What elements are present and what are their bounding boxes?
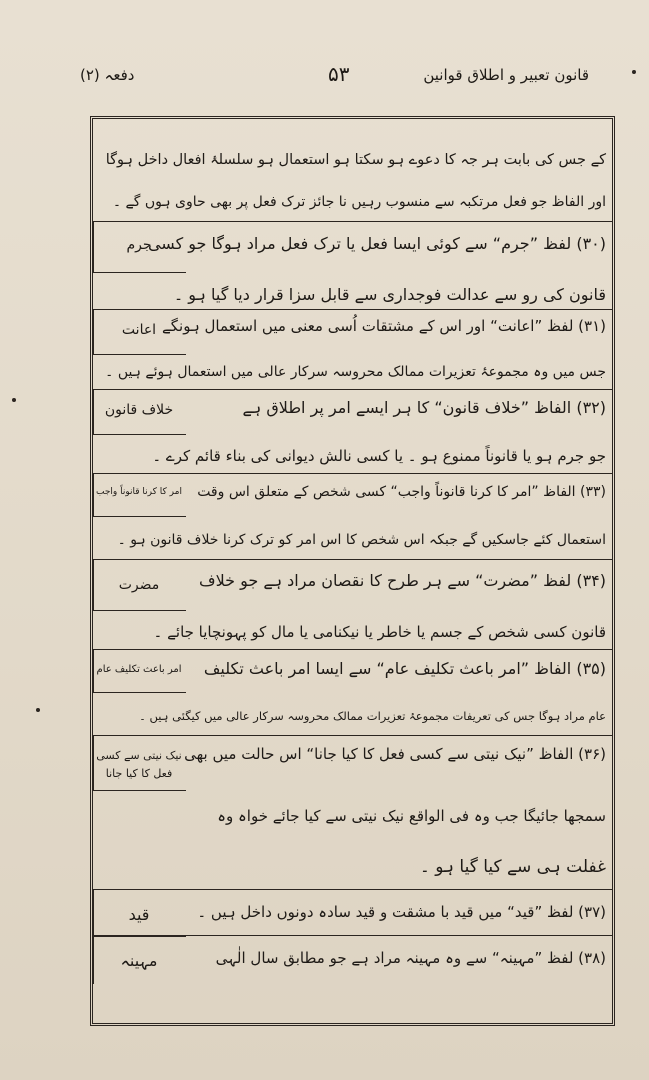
margin-dot [12,398,16,402]
clause-35: (۳۵) الفاظ ”امر باعث تکلیف عام“ سے ایسا امر باعث تکلیف [203,659,606,678]
clause-34: (۳۴) لفظ ”مضرت“ سے ہر طرح کا نقصان مراد ہے جو خلاف [198,571,606,590]
clause-36: (۳۶) الفاظ ”نیک نیتی سے کسی فعل کا کیا جانا“ اس حالت میں بھی [184,745,606,763]
term-maheena: مہینہ [120,951,158,970]
term-mazarrat: مضرت [118,577,160,593]
text-line: سمجھا جائیگا جب وہ فی الواقع نیک نیتی سے کیا جائے خواہ وہ [217,807,606,825]
text-line: قانون کسی شخص کے جسم یا خاطر یا نیکنامی یا مال کو پہونچایا جائے ۔ [153,623,606,641]
text-line: قانون کی رو سے عدالت فوجداری سے قابل سزا قرار دیا گیا ہو ۔ [173,285,606,304]
text-line: اور الفاظ جو فعل مرتکبہ سے منسوب رہیں نا جائز ترک فعل پر بھی حاوی ہوں گے ۔ [112,194,606,210]
clause-31: (۳۱) لفظ ”اعانت“ اور اس کے مشتقات اُسی معنی میں استعمال ہونگے [161,317,606,335]
margin-dot [632,70,636,74]
text-line: استعمال کئے جاسکیں گے جبکہ اس شخص کا اس امر کو ترک کرنا خلاف قانون ہو ۔ [117,532,606,548]
section-reference: دفعہ (۲) [80,66,135,84]
text-line: جو جرم ہو یا قانوناً ممنوع ہو ۔ یا کسی نالش دیوانی کی بناء قائم کرے ۔ [152,447,606,465]
term-qaid: قید [128,905,150,924]
text-frame [90,116,615,1026]
clause-33: (۳۳) الفاظ ”امر کا کرنا قانوناً واجب“ کسی شخص کے متعلق اس وقت [197,484,606,500]
margin-dot [36,708,40,712]
page-number: ۵۳ [328,62,350,86]
text-line: جس میں وہ مجموعۂ تعزیرات ممالک محروسہ سرکار عالی میں استعمال ہوئے ہیں ۔ [105,364,606,380]
text-line: کے جس کی بابت ہر جہ کا دعوے ہو سکتا ہو استعمال ہو سلسلۂ افعال داخل ہوگا [105,152,606,168]
clause-38: (۳۸) لفظ ”مہینہ“ سے وہ مہینہ مراد ہے جو مطابق سال الٰہی [215,949,606,967]
text-line: عام مراد ہوگا جس کی تعریفات مجموعۂ تعزیرات ممالک محروسہ سرکار عالی میں کیگئی ہیں ۔ [139,709,606,723]
term-khilaf-qanoon: خلاف قانون [104,402,174,418]
term-amr-ka-karna: امر کا کرنا قانوناً واجب [96,487,182,497]
term-iaanat: اعانت [121,322,157,338]
text-line: غفلت ہی سے کیا گیا ہو ۔ [419,857,606,877]
term-jurm: جرم [126,237,152,253]
term-nek-niyati: نیک نیتی سے کسی فعل کا کیا جانا [96,749,182,780]
running-header-title: قانون تعبیر و اطلاق قوانین [423,66,589,84]
clause-37: (۳۷) لفظ ”قید“ میں قید با مشقت و قید سادہ دونوں داخل ہیں ۔ [197,903,606,921]
term-amr-baais-takleef: امر باعث تکلیف عام [96,664,182,675]
clause-30: (۳۰) لفظ ”جرم“ سے کوئی ایسا فعل یا ترک فعل مراد ہوگا جو کسی [147,234,606,253]
clause-32: (۳۲) الفاظ ”خلاف قانون“ کا ہر ایسے امر پر اطلاق ہے [242,398,606,417]
